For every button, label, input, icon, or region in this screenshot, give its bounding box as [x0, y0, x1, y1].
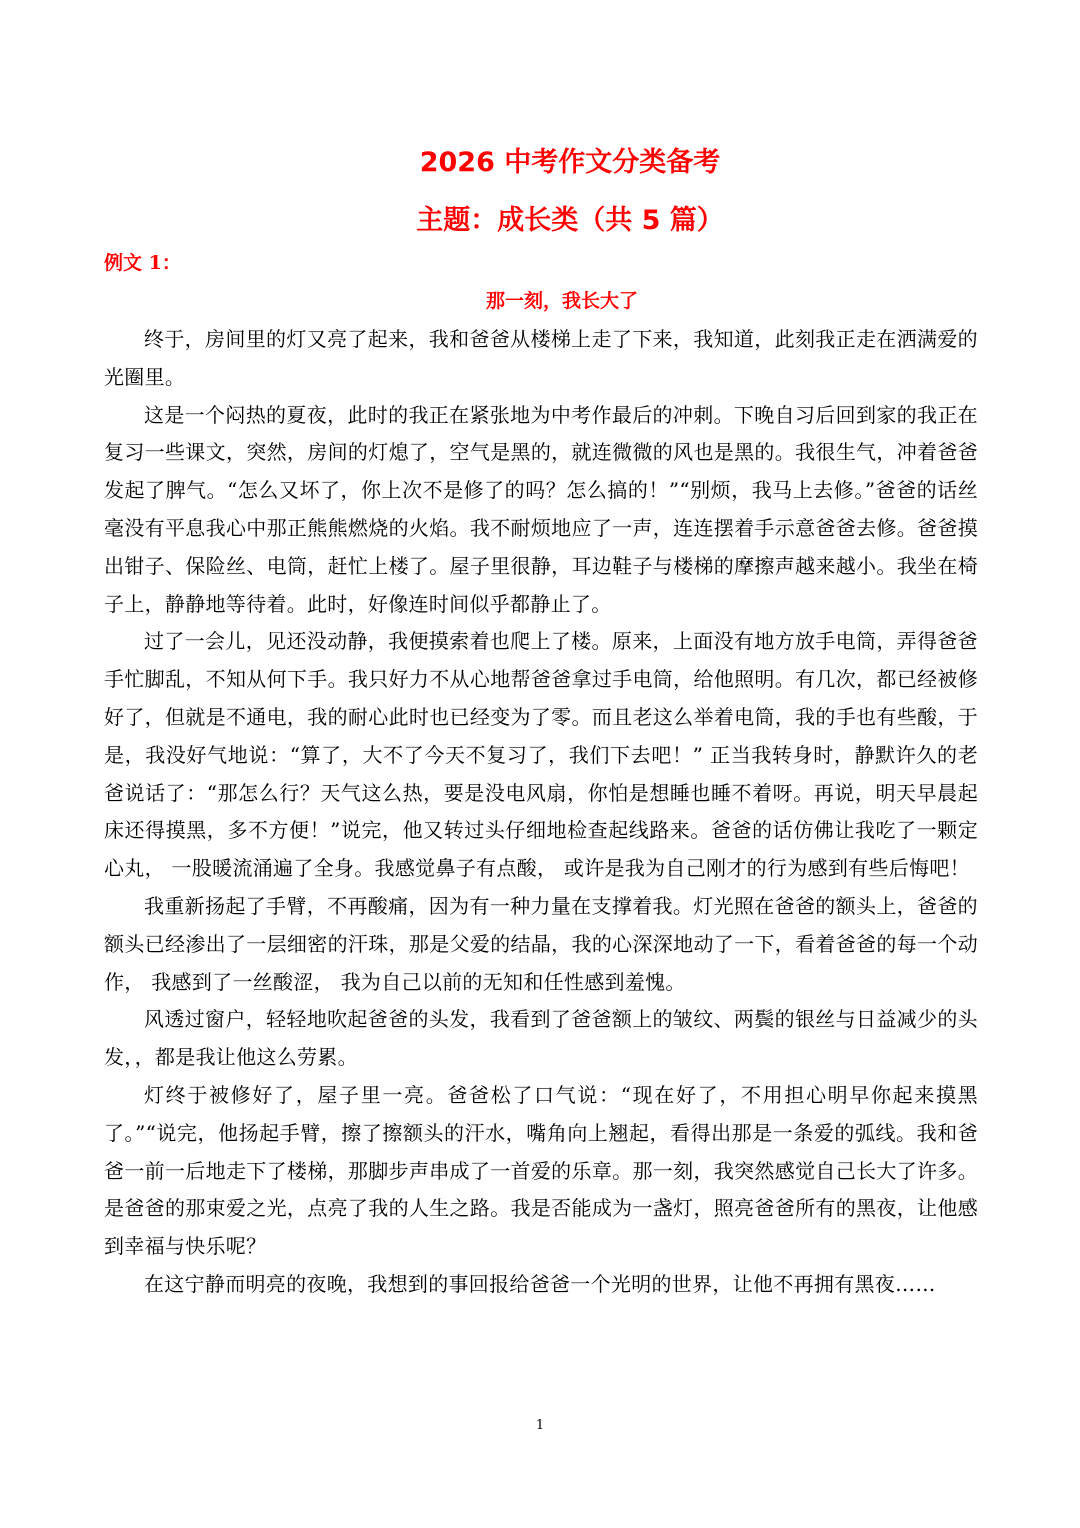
paragraph: 风透过窗户，轻轻地吹起爸爸的头发，我看到了爸爸额上的皱纹、两鬓的银丝与日益减少的头发，，都是我让他这么劳累。 [104, 1007, 978, 1070]
paragraph: 终于，房间里的灯又亮了起来，我和爸爸从楼梯上走了下来，我知道，此刻我正走在洒满爱的光圈里。 [104, 327, 978, 389]
paragraph: 过了一会儿，见还没动静，我便摸索着也爬上了楼。原来，上面没有地方放手电筒，弄得爸爸手忙脚乱，不知从何下手。我只好力不从心地帮爸爸拿过手电筒，给他照明。有几次，都已经被修好了，但就是不通电，我的耐心此时也已经变为了零。而且老这么举着电筒，我的手也有些酸，于是，我没好气地说：“算了，大不了今天不复习了，我们下去吧！” 正当我转身时，静默许久的老爸说话了：“那怎么行？天气这么热，要是没电风扇，你怕是想睡也睡不着呀。再说，明天早晨起床还得摸黑，多不方便！”说完，他又转过头仔细地检查起线路来。爸爸的话仿佛让我吃了一颗定心丸， 一股暖流涌遍了全身。我感觉鼻子有点酸， 或许是我为自己刚才的行为感到有些后悔吧！ [104, 629, 978, 881]
paragraph: 灯终于被修好了，屋子里一亮。爸爸松了口气说：“现在好了，不用担心明早你起来摸黑了。”“说完，他扬起手臂，擦了擦额头的汗水，嘴角向上翘起，看得出那是一条爱的弧线。我和爸爸一前一后地走下了楼梯，那脚步声串成了一首爱的乐章。那一刻，我突然感觉自己长大了许多。是爸爸的那束爱之光，点亮了我的人生之路。我是否能成为一盏灯，照亮爸爸所有的黑夜，让他感到幸福与快乐呢？ [104, 1082, 978, 1259]
essay-body [104, 321, 978, 1304]
section-label: 例文 1： [104, 252, 181, 274]
essay-title: 那一刻，我长大了 [485, 290, 638, 312]
page-number: 1 [535, 1418, 545, 1433]
document-title: 2026 中考作文分类备考 [419, 147, 721, 178]
document-subtitle: 主题：成长类（共 5 篇） [416, 205, 724, 236]
paragraph: 在这宁静而明亮的夜晚，我想到的事回报给爸爸一个光明的世界，让他不再拥有黑夜…… [144, 1271, 936, 1296]
paragraph: 这是一个闷热的夏夜，此时的我正在紧张地为中考作最后的冲刺。下晚自习后回到家的我正在复习一些课文，突然，房间的灯熄了，空气是黑的，就连微微的风也是黑的。我很生气，冲着爸爸发起了脾气。“怎么又坏了，你上次不是修了的吗？怎么搞的！”“别烦，我马上去修。”爸爸的话丝毫没有平息我心中那正熊熊燃烧的火焰。我不耐烦地应了一声，连连摆着手示意爸爸去修。爸爸摸出钳子、保险丝、电筒，赶忙上楼了。屋子里很静，耳边鞋子与楼梯的摩擦声越来越小。我坐在椅子上，静静地等待着。此时，好像连时间似乎都静止了。 [104, 402, 978, 616]
paragraph: 我重新扬起了手臂，不再酸痛，因为有一种力量在支撑着我。灯光照在爸爸的额头上，爸爸的额头已经渗出了一层细密的汗珠，那是父爱的结晶，我的心深深地动了一下，看着爸爸的每一个动作， 我感到了一丝酸涩， 我为自己以前的无知和任性感到羞愧。 [104, 893, 978, 994]
